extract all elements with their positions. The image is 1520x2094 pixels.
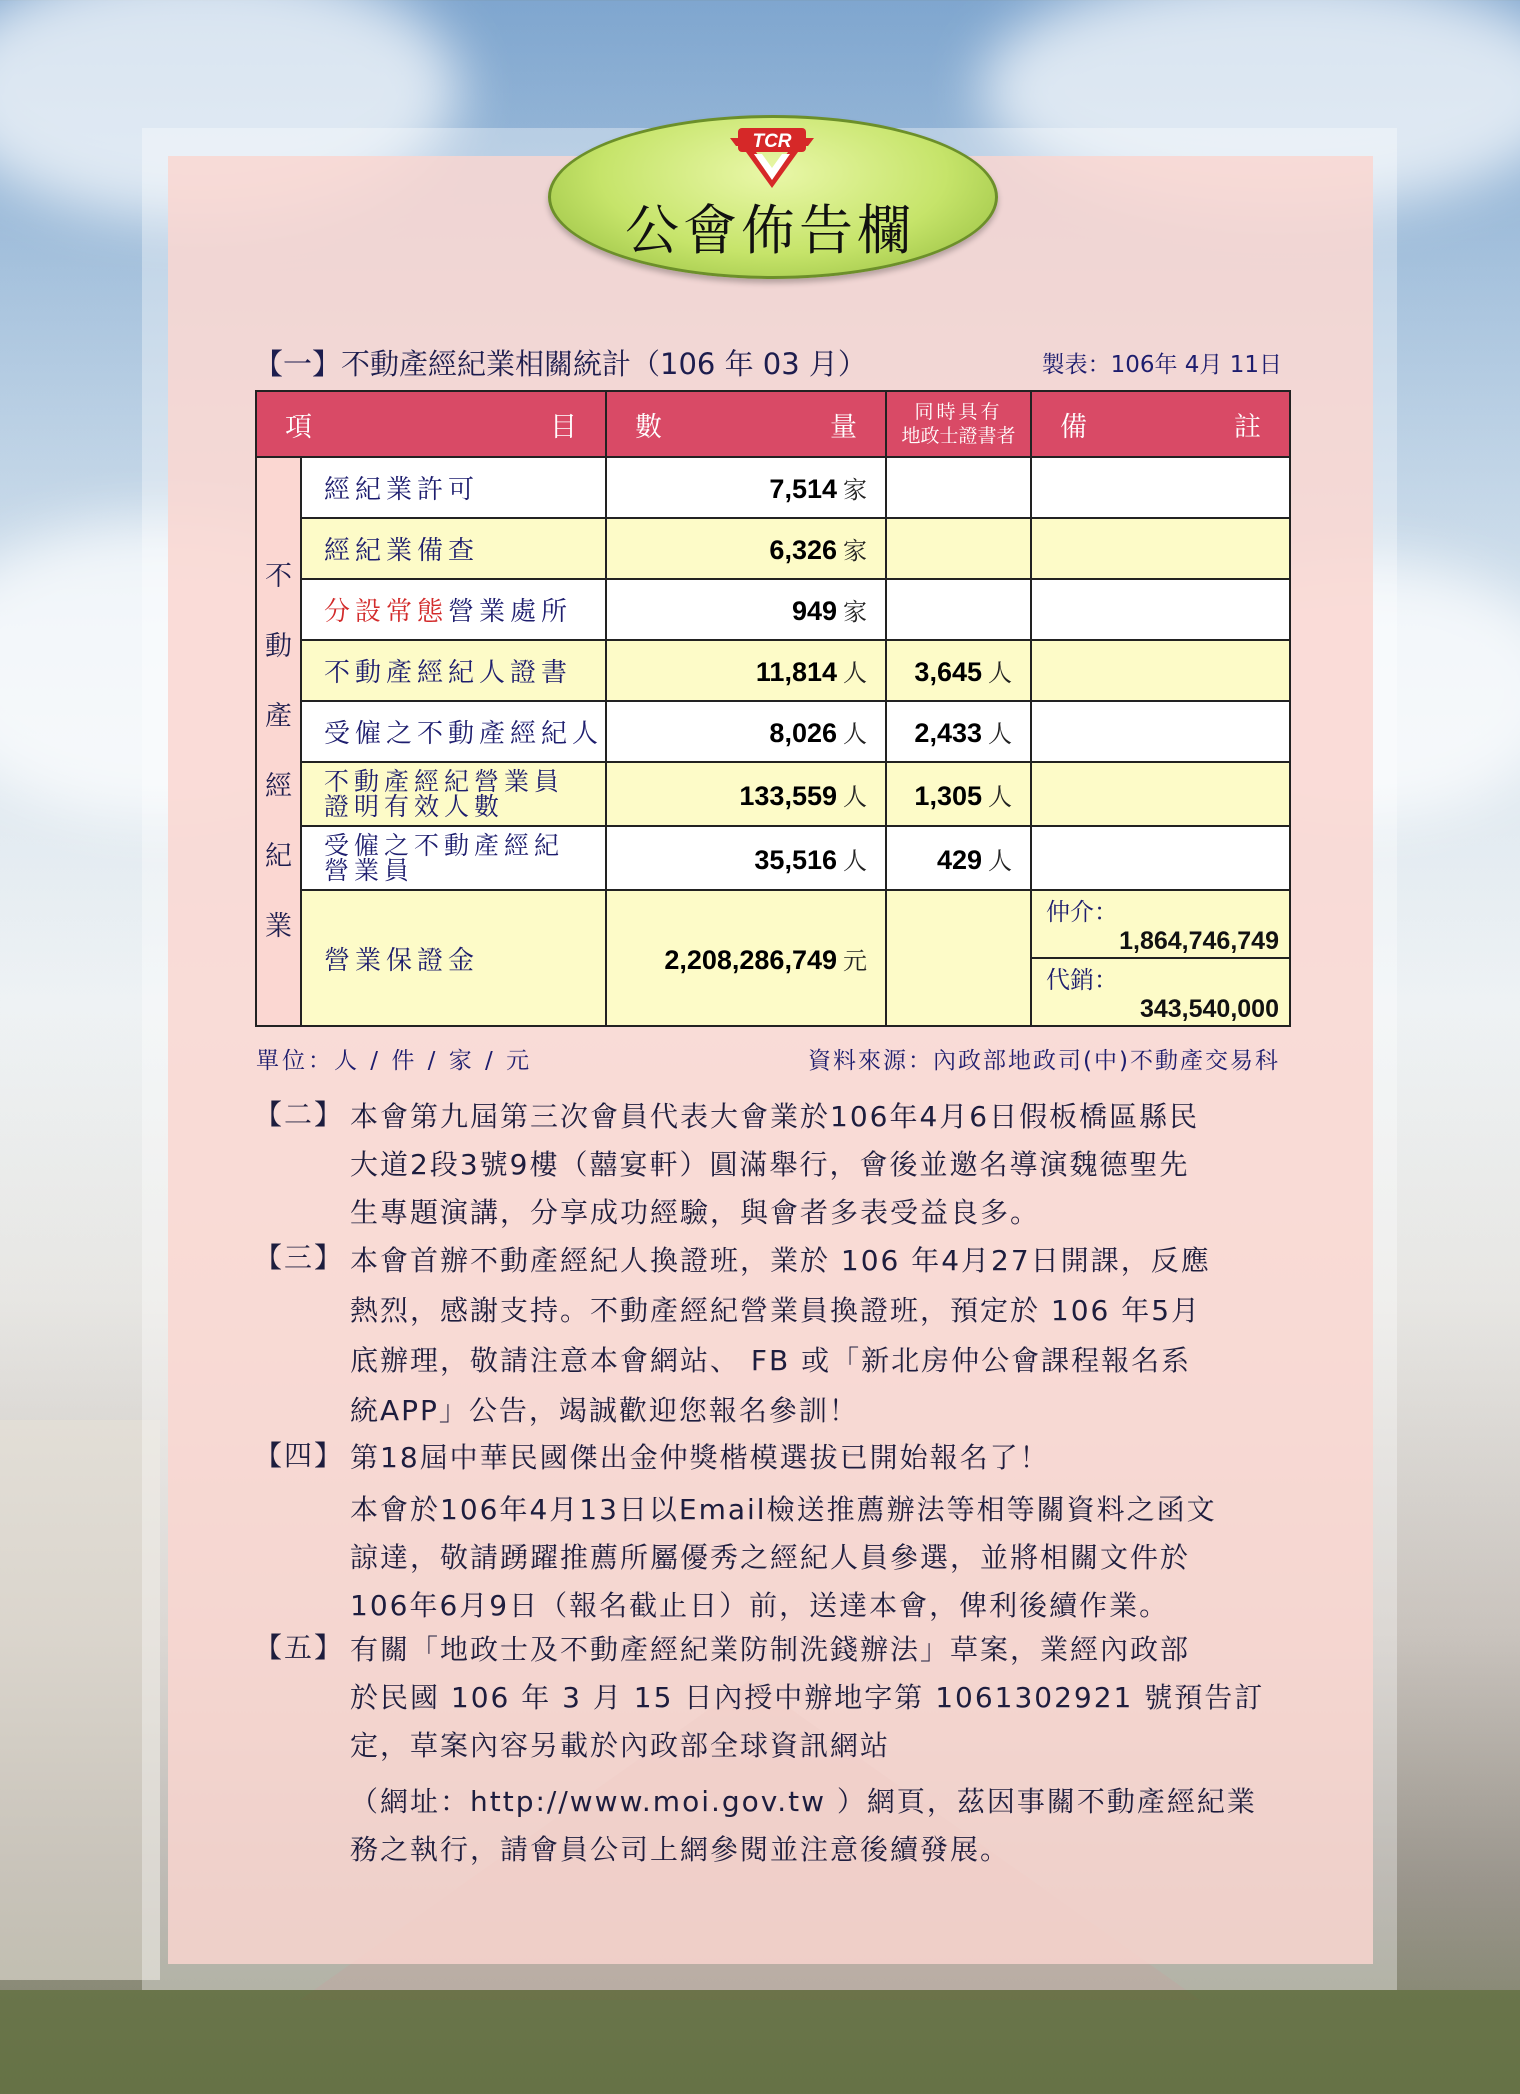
- value-number: 8,026: [769, 718, 837, 748]
- notice-line: 大道2段3號9樓（囍宴軒）圓滿舉行，會後並邀名導演魏德聖先: [350, 1148, 1190, 1181]
- value-unit: 家: [843, 537, 867, 565]
- notice-3: [254, 1236, 1294, 1436]
- group-char: 產: [265, 700, 292, 732]
- table-row: [256, 518, 1290, 579]
- row-item-line1: 受僱之不動產經紀: [324, 831, 565, 860]
- notice-mark: 【四】: [254, 1439, 345, 1472]
- row-both: [886, 890, 1031, 1026]
- both-number: 3,645: [914, 657, 982, 687]
- page-title: 公會佈告欄: [625, 199, 915, 262]
- hedge: [0, 1990, 1520, 2094]
- notice-line: 本會於106年4月13日以Email檢送推薦辦法等相等關資料之函文: [350, 1493, 1217, 1526]
- notice-line: 有關「地政士及不動產經紀業防制洗錢辦法」草案，業經內政部: [350, 1633, 1191, 1666]
- row-value: [606, 701, 886, 762]
- table-row: [256, 762, 1290, 826]
- group-label: [256, 457, 301, 1026]
- col-qty-left: 數: [635, 411, 662, 443]
- row-note: [1031, 701, 1290, 762]
- row-note: [1031, 518, 1290, 579]
- row-note: [1031, 958, 1290, 1026]
- notice-line: 底辦理，敬請注意本會網站、 FB 或「新北房仲公會課程報名系: [350, 1344, 1192, 1377]
- both-unit: 人: [988, 720, 1012, 748]
- value-number: 11,814: [755, 657, 837, 687]
- note-label: 代銷：: [1046, 966, 1118, 994]
- row-note: [1031, 762, 1290, 826]
- logo-text: TCR: [752, 131, 792, 152]
- notice-line: 諒達，敬請踴躍推薦所屬優秀之經紀人員參選，並將相關文件於: [350, 1541, 1191, 1574]
- notice-line: 本會首辦不動產經紀人換證班，業於 106 年4月27日開課，反應: [350, 1244, 1211, 1277]
- group-char: 動: [265, 630, 292, 662]
- value-unit: 家: [843, 476, 867, 504]
- row-item-line2: 營業員: [324, 856, 415, 885]
- table-row: [256, 701, 1290, 762]
- col-note-right: 註: [1234, 411, 1261, 443]
- notice-mark: 【三】: [254, 1241, 345, 1274]
- group-char: 業: [265, 910, 292, 942]
- stats-table: [255, 390, 1291, 1027]
- row-item: 經紀業許可: [301, 457, 606, 518]
- col-qty-right: 量: [830, 411, 857, 443]
- notice-line: 務之執行，請會員公司上網參閱並注意後續發展。: [350, 1833, 1011, 1866]
- col-both-line2: 地政士證書者: [901, 425, 1016, 447]
- row-value: [606, 762, 886, 826]
- both-unit: 人: [988, 846, 1012, 875]
- table-header-row: [256, 391, 1290, 457]
- notice-4: [254, 1434, 1294, 1630]
- row-note: [1031, 579, 1290, 640]
- both-unit: 人: [988, 782, 1012, 811]
- group-char: 不: [265, 560, 292, 592]
- both-number: 1,305: [914, 780, 982, 811]
- value-number: 35,516: [754, 844, 837, 875]
- row-value: [606, 457, 886, 518]
- value-unit: 人: [843, 782, 867, 811]
- row-value: [606, 890, 886, 1026]
- table-row: [256, 826, 1290, 890]
- notice-line: 生專題演講，分享成功經驗，與會者多表受益良多。: [350, 1196, 1041, 1229]
- row-value: [606, 640, 886, 701]
- row-note: [1031, 826, 1290, 890]
- row-item: [301, 762, 606, 826]
- col-both: [886, 391, 1031, 457]
- col-note: [1031, 391, 1290, 457]
- table-row: [256, 640, 1290, 701]
- col-both-line1: 同時具有: [914, 401, 1003, 423]
- row-note: [1031, 457, 1290, 518]
- row-both: [886, 826, 1031, 890]
- row-item: [301, 826, 606, 890]
- notice-line: 定，草案內容另載於內政部全球資訊網站: [350, 1729, 891, 1762]
- row-both: [886, 640, 1031, 701]
- row-item: [301, 579, 606, 640]
- notice-line: 本會第九屆第三次會員代表大會業於106年4月6日假板橋區縣民: [350, 1100, 1200, 1133]
- value-unit: 人: [843, 720, 867, 748]
- made-date: 製表：106年 4月 11日: [1041, 352, 1282, 378]
- value-number: 2,208,286,749: [664, 944, 837, 975]
- row-item: 營業保證金: [301, 890, 606, 1026]
- row-item-highlight: 分設常態: [324, 597, 449, 627]
- note-value: 343,540,000: [1139, 995, 1279, 1023]
- notice-line: （網址：http://www.moi.gov.tw ）網頁，茲因事關不動產經紀業: [350, 1785, 1257, 1818]
- both-number: 2,433: [914, 718, 982, 748]
- notice-mark: 【二】: [254, 1098, 345, 1131]
- source-line: 資料來源：內政部地政司(中)不動產交易科: [808, 1048, 1280, 1074]
- table-row: [256, 457, 1290, 518]
- row-both: [886, 762, 1031, 826]
- row-both: [886, 579, 1031, 640]
- value-number: 6,326: [769, 535, 837, 565]
- note-label: 仲介：: [1046, 898, 1118, 926]
- notice-line: 統APP」公告，竭誠歡迎您報名參訓！: [350, 1394, 859, 1427]
- note-value: 1,864,746,749: [1119, 927, 1279, 955]
- row-value: [606, 826, 886, 890]
- value-number: 949: [791, 596, 837, 626]
- value-unit: 元: [843, 946, 867, 975]
- col-note-left: 備: [1060, 411, 1087, 443]
- notice-mark: 【五】: [254, 1631, 345, 1664]
- value-number: 133,559: [739, 780, 837, 811]
- notice-2: [254, 1093, 1294, 1237]
- row-item: 受僱之不動產經紀人: [301, 701, 606, 762]
- col-qty: [606, 391, 886, 457]
- row-both: [886, 457, 1031, 518]
- notice-5: [254, 1626, 1294, 1874]
- value-unit: 家: [843, 598, 867, 626]
- row-both: [886, 701, 1031, 762]
- group-char: 紀: [265, 840, 292, 872]
- unit-line: 單位：人 / 件 / 家 / 元: [256, 1048, 533, 1074]
- col-item-right: 目: [550, 411, 577, 443]
- row-item: 經紀業備查: [301, 518, 606, 579]
- row-value: [606, 518, 886, 579]
- row-both: [886, 518, 1031, 579]
- group-char: 經: [265, 770, 292, 802]
- col-item: [256, 391, 606, 457]
- value-unit: 人: [843, 846, 867, 875]
- notice-line: 熱烈，感謝支持。不動產經紀營業員換證班，預定於 106 年5月: [350, 1294, 1202, 1327]
- col-item-left: 項: [285, 411, 312, 443]
- both-unit: 人: [988, 659, 1012, 687]
- value-number: 7,514: [769, 474, 837, 504]
- house-left: [0, 1420, 160, 1980]
- row-note: [1031, 890, 1290, 958]
- row-item-rest: 營業處所: [448, 597, 573, 627]
- notice-line: 106年6月9日（報名截止日）前，送達本會，俾利後續作業。: [350, 1589, 1170, 1622]
- row-item-line2: 證明有效人數: [324, 792, 505, 821]
- notice-line: 於民國 106 年 3 月 15 日內授中辦地字第 1061302921 號預告訂: [350, 1681, 1265, 1714]
- both-number: 429: [936, 844, 982, 875]
- row-value: [606, 579, 886, 640]
- notice-line: 第18屆中華民國傑出金仲獎楷模選拔已開始報名了！: [350, 1441, 1050, 1474]
- tcr-logo: [716, 124, 828, 194]
- row-note: [1031, 640, 1290, 701]
- row-item: 不動產經紀人證書: [301, 640, 606, 701]
- value-unit: 人: [843, 659, 867, 687]
- row-item-line1: 不動產經紀營業員: [324, 767, 565, 796]
- table-row: [256, 890, 1290, 958]
- table-row: [256, 579, 1290, 640]
- section1-title: 【一】不動產經紀業相關統計（106 年 03 月）: [254, 347, 867, 381]
